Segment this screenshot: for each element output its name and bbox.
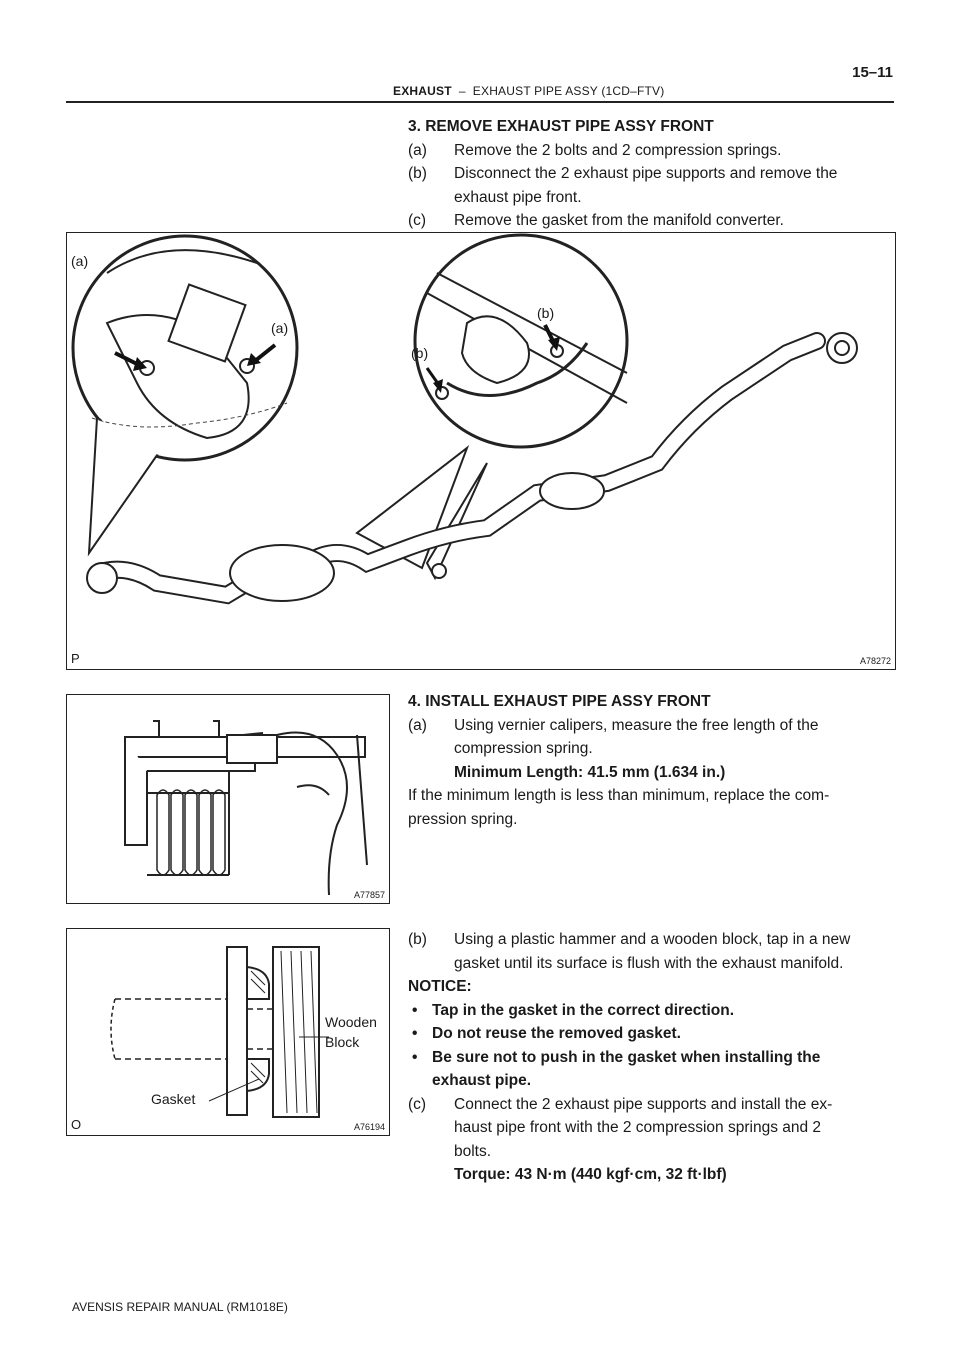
running-header — [393, 84, 664, 98]
notice-bullet-1: • Tap in the gasket in the correct direction. — [408, 999, 898, 1023]
step-3c: (c) Remove the gasket from the manifold converter. — [408, 212, 784, 229]
gasket-illustration — [67, 929, 389, 1135]
step-3b-cont: exhaust pipe front. — [454, 188, 582, 206]
figure-caliper — [66, 694, 390, 904]
label-block: Block — [325, 1034, 360, 1050]
notice-title: NOTICE: — [408, 978, 472, 995]
step-4b-line-1: (b) Using a plastic hammer and a wooden block, tap in a new — [408, 931, 851, 948]
figure-3-code: A76194 — [353, 1122, 385, 1132]
footer: AVENSIS REPAIR MANUAL (RM1018E) — [72, 1300, 288, 1314]
step-4b-line-2: gasket until its surface is flush with the exhaust manifold. — [454, 954, 844, 972]
exhaust-pipe-illustration — [67, 233, 895, 669]
figure-2-code: A77857 — [353, 890, 385, 900]
label-gasket: Gasket — [151, 1091, 196, 1107]
header-section: EXHAUST — [393, 84, 452, 98]
notice-bullet-2: • Do not reuse the removed gasket. — [408, 1022, 898, 1046]
step-4 — [408, 690, 898, 831]
figure-1-code: A78272 — [859, 656, 891, 666]
step-4c-line-1: (c) Connect the 2 exhaust pipe supports and install the ex- — [408, 1095, 833, 1113]
page-number: 15–11 — [852, 64, 893, 81]
header-subsection: EXHAUST PIPE ASSY (1CD–FTV) — [472, 84, 665, 98]
torque-spec: Torque: 43 N·m (440 kgf·cm, 32 ft·lbf) — [454, 1166, 727, 1183]
header-dash: – — [458, 84, 466, 98]
figure-exhaust-pipe — [66, 232, 896, 670]
figure-1-callout-b-left: (b) — [411, 345, 429, 361]
step-4b — [408, 928, 898, 1187]
caliper-illustration — [67, 695, 389, 903]
step-4a: (a) Using vernier calipers, measure the free length of the — [408, 716, 819, 734]
step-4-note-2: pression spring. — [408, 810, 518, 828]
step-4c-line-3: bolts. — [454, 1142, 492, 1160]
header-rule — [66, 101, 894, 103]
step-3 — [408, 115, 898, 233]
step-3a: (a) Remove the 2 bolts and 2 compression springs. — [408, 141, 782, 159]
bullet-icon: • — [412, 1025, 418, 1042]
figure-1-callout-b-right: (b) — [537, 305, 555, 321]
step-3-title: 3. REMOVE EXHAUST PIPE ASSY FRONT — [408, 118, 714, 135]
figure-1-corner-letter: P — [71, 651, 80, 666]
step-4a-cont: compression spring. — [454, 740, 593, 757]
bullet-icon: • — [412, 1048, 418, 1066]
notice-bullet-3: • Be sure not to push in the gasket when installing the — [408, 1046, 898, 1070]
label-wooden: Wooden — [325, 1014, 377, 1030]
figure-gasket — [66, 928, 390, 1136]
step-4a-spec: Minimum Length: 41.5 mm (1.634 in.) — [454, 763, 726, 781]
figure-1-callout-a-right: (a) — [271, 320, 289, 336]
step-4-note-1: If the minimum length is less than minimum, replace the com- — [408, 787, 830, 804]
figure-3-corner-letter: O — [71, 1117, 82, 1132]
step-4-title: 4. INSTALL EXHAUST PIPE ASSY FRONT — [408, 693, 711, 710]
step-3b: (b) Disconnect the 2 exhaust pipe supports and remove the — [408, 165, 838, 182]
notice-bullet-3-cont: exhaust pipe. — [432, 1072, 532, 1089]
bullet-icon: • — [412, 1001, 418, 1019]
figure-1-callout-a-left: (a) — [71, 253, 89, 269]
step-4c-line-2: haust pipe front with the 2 compression springs and 2 — [454, 1119, 822, 1136]
